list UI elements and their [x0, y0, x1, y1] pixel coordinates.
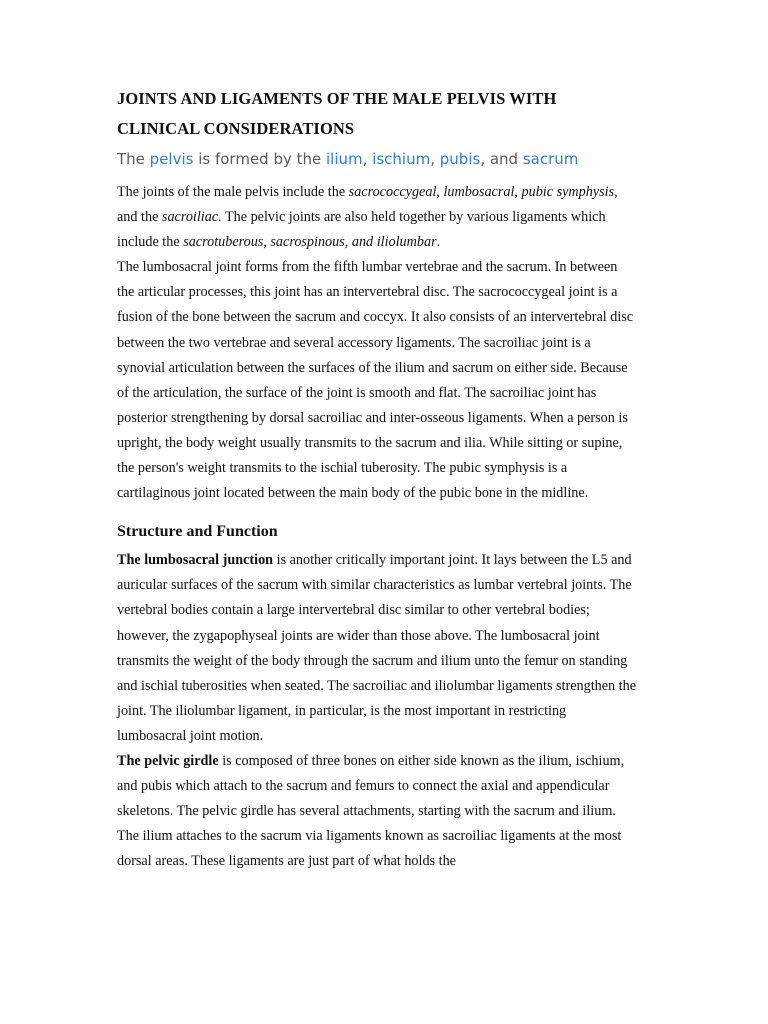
intro-italic-sacroiliac: sacroiliac. [161, 209, 222, 226]
pelvic-girdle-text: is composed of three bones on either side known as the ilium, ischium, and pubis which attach to the sacrum and femurs to connect the axial and appendicular skeletons. The pelvic girdle has several attachments, starting with the sacrum and ilium. The ilium attaches to the sacrum via ligaments known as sacroiliac ligaments at the most dorsal areas. These ligaments are just part of what holds the [117, 752, 625, 870]
joints-paragraph: The lumbosacral joint forms from the fifth lumbar vertebrae and the sacrum. In between the articular processes, this joint has an intervertebral disc. The sacrococcygeal joint is a fusion of the bone between the sacrum and coccyx. It also consists of an intervertebral disc between the two vertebrae and several accessory ligaments. The sacroiliac joint is a synovial articulation between the surfaces of the ilium and sacrum on either side. Because of the articulation, the surface of the joint is smooth and flat. The sacroiliac joint has posterior strengthening by dorsal sacroiliac and inter-osseous ligaments. When a person is upright, the body weight usually transmits to the sacrum and ilia. While sitting or supine, the person's weight transmits to the ischial tuberosity. The pubic symphysis is a cartilaginous joint located between the main body of the pubic bone in the midline. [117, 259, 634, 502]
intro-text: The joints of the male pelvis include the [117, 184, 349, 200]
intro-text: . [436, 234, 441, 251]
intro-text: and the [117, 209, 162, 226]
subtitle-keyword-pubis: pubis [439, 150, 481, 168]
subtitle-text: is formed by the [193, 150, 327, 168]
lumbosacral-text: is another critically important joint. It lays between the L5 and auricular surfaces of the sacrum with similar characteristics as lumbar vertebral joints. The vertebral bodies contain a large intervertebral disc similar to other vertebral bodies; however, the zygapophyseal joints are wider than those above. The lumbosacral joint transmits the weight of the body through the sacrum and ilium unto the femur on standing and ischial tuberosities when seated. The sacroiliac and iliolumbar ligaments strengthen the joint. The iliolumbar ligament, in particular, is the most important in restricting lumbosacral joint motion. [117, 552, 637, 744]
document-title: JOINTS AND LIGAMENTS OF THE MALE PELVIS WITH CLINICAL CONSIDERATIONS [117, 89, 557, 138]
subtitle-keyword-ilium: ilium [326, 150, 363, 168]
subtitle-keyword-sacrum: sacrum [522, 150, 579, 168]
subtitle-text: , [362, 150, 373, 168]
intro-italic-joints: sacrococcygeal, lumbosacral, pubic symphysis, [348, 184, 618, 200]
subtitle-text: , [430, 150, 440, 168]
intro-italic-ligaments: sacrotuberous, sacrospinous, and iliolumbar [183, 234, 437, 251]
lumbosacral-paragraph [117, 548, 637, 749]
intro-paragraph [117, 180, 637, 255]
document-subtitle [117, 148, 637, 170]
pelvic-girdle-term: The pelvic girdle [117, 752, 223, 769]
section-heading: Structure and Function [117, 523, 278, 541]
subtitle-text: The [117, 150, 150, 168]
subtitle-keyword-pelvis: pelvis [149, 150, 194, 168]
lumbosacral-term: The lumbosacral junction [117, 552, 274, 569]
intro-text: The pelvic joints are also held together by various ligaments which include the [117, 209, 606, 251]
subtitle-keyword-ischium: ischium [372, 150, 431, 168]
subtitle-text: , and [480, 150, 523, 168]
document-page [117, 84, 637, 874]
pelvic-girdle-paragraph [117, 749, 637, 874]
